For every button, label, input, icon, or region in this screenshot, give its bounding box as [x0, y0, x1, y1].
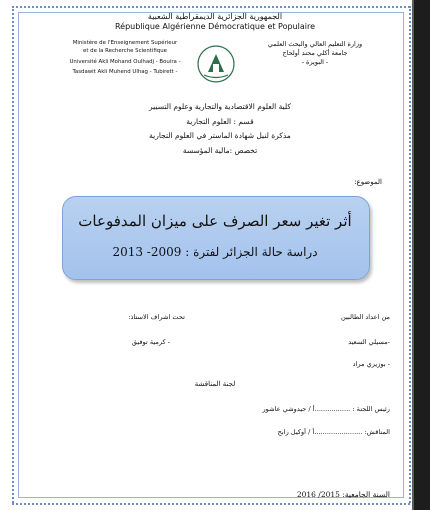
ministry-arabic-block	[250, 40, 380, 67]
ministry-line-ar: وزارة التعليم العالي والبحث العلمي	[267, 40, 363, 48]
university-logo	[196, 44, 236, 84]
specialty-line: تخصص :مالية المؤسسة	[182, 145, 258, 155]
university-line-ar: جامعة أكلي محند أولحاج	[282, 49, 348, 58]
student-name: - بوزيري مراد	[352, 360, 390, 368]
thesis-title: أثر تغير سعر الصرف على ميزان المدفوعات	[78, 212, 352, 230]
frame-bottom	[12, 503, 410, 505]
faculty-name: كلية العلوم الاقتصادية والتجارية وعلوم التسيير	[149, 102, 291, 111]
city-line-ar: - البويرة -	[301, 58, 329, 67]
university-berber-line: Tasdawit Akli Muhend Ulhag - Tubirett -	[72, 69, 178, 76]
frame-inner-right	[403, 12, 404, 497]
subject-label: الموضوع:	[354, 178, 382, 186]
supervisor-label: تحت اشراف الاستاذ:	[128, 313, 185, 321]
jury-examiner: المناقش: .......................أ / أوكيل رابح	[277, 428, 390, 436]
students-label: من اعداد الطالبين	[340, 313, 390, 321]
university-line: Université Akli Mohand Oulhadj - Bouira -	[69, 58, 181, 65]
ministry-french-block	[60, 40, 190, 77]
republic-french: République Algérienne Démocratique et Populaire	[114, 22, 316, 31]
academic-year: السنة الجامعية: 2015/ 2016	[296, 490, 390, 499]
department-name: قسم : العلوم التجارية	[186, 116, 254, 126]
jury-president: رئيس اللجنة : .................أ / حيدوشي عاشور	[262, 405, 390, 413]
frame-left	[12, 6, 14, 503]
page-edge-strip	[414, 0, 430, 510]
degree-line: مذكرة لنيل شهادة الماستر في العلوم التجارية	[149, 131, 291, 141]
ministry-line: et de la Recherche Scientifique	[83, 47, 167, 54]
student-name: -مسيلي السعيد	[348, 338, 390, 346]
frame-right	[409, 6, 411, 503]
thesis-subtitle: دراسة حالة الجزائر لفترة : 2009- 2013	[112, 245, 318, 259]
republic-arabic: الجمهورية الجزائرية الديمقراطية الشعبية	[147, 12, 283, 21]
title-box	[62, 196, 370, 280]
faculty-block	[120, 100, 320, 159]
jury-label: لجنة المناقشة	[194, 380, 236, 388]
frame-top	[12, 6, 410, 8]
supervisor-name: - كرمية توفيق	[131, 338, 170, 346]
ministry-line: Ministère de l'Enseignement Supérieur	[72, 40, 178, 46]
frame-inner-left	[18, 12, 19, 497]
